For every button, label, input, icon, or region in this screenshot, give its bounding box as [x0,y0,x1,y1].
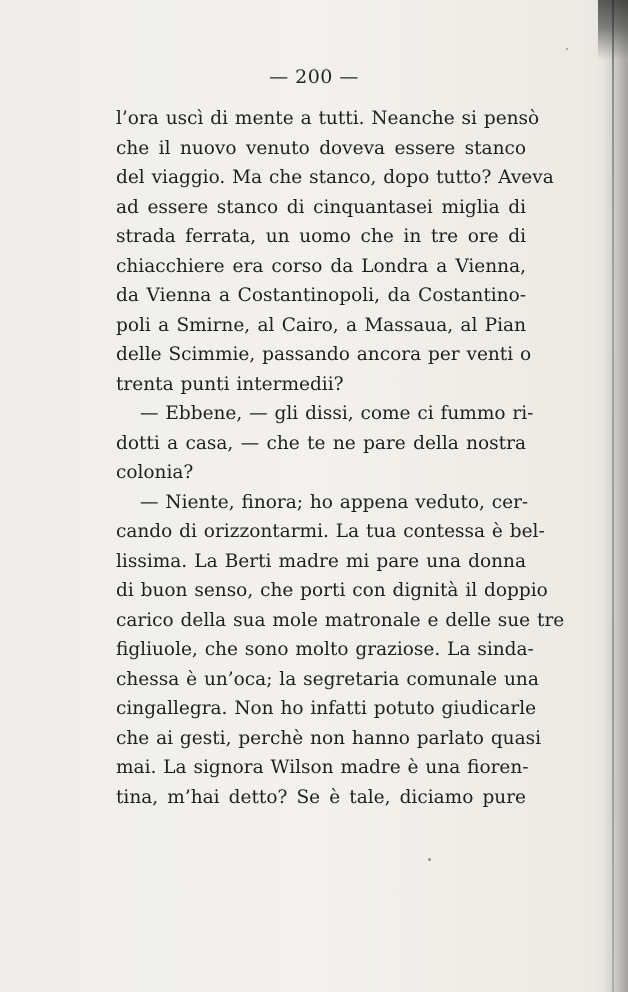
text-line: che il nuovo venuto doveva essere stanco [116,137,526,159]
text-line: lissima. La Berti madre mi pare una donna [116,550,526,572]
text-line: colonia? [116,462,194,483]
text-line: del viaggio. Ma che stanco, dopo tutto? Aveva [116,167,554,188]
text-line: chiacchiere era corso da Londra a Vienna, [116,255,526,277]
text-line: l’ora uscì di mente a tutti. Neanche si pensò [116,108,540,129]
paper-speck [428,858,431,861]
text-line: tina, m’hai detto? Se è tale, diciamo pure [116,786,526,808]
text-line: trenta punti intermedii? [116,373,344,395]
page-edge-shadow [602,0,628,992]
text-line: — Ebbene, — gli dissi, come ci fummo ri- [140,403,534,424]
text-line: cando di orizzontarmi. La tua contessa è bel- [116,521,545,542]
text-line: che ai gesti, perchè non hanno parlato quasi [116,727,542,749]
paper-speck [566,48,568,50]
text-line: delle Scimmie, passando ancora per venti o [116,344,532,365]
text-line: strada ferrata, un uomo che in tre ore di [116,226,526,247]
text-line: dotti a casa, — che te ne pare della nostra [116,432,526,454]
page-edge-line [612,0,614,992]
text-line: figliuole, che sono molto graziose. La sinda- [116,639,534,660]
body-text [116,104,565,812]
text-line: chessa è un’oca; la segretaria comunale una [116,668,539,690]
page-number: — 200 — [269,66,359,88]
text-line: — Niente, finora; ho appena veduto, cer- [140,491,529,513]
text-line: cingallegra. Non ho infatti potuto giudicarle [116,698,537,719]
text-line: da Vienna a Costantinopoli, da Costantino- [116,285,526,306]
text-line: ad essere stanco di cinquantasei miglia di [116,196,526,218]
text-line: poli a Smirne, al Cairo, a Massaua, al Pian [116,314,526,336]
text-line: carico della sua mole matronale e delle sue tre [116,609,565,631]
text-line: mai. La signora Wilson madre è una fioren- [116,757,529,778]
text-line: di buon senso, che porti con dignità il doppio [116,580,548,601]
